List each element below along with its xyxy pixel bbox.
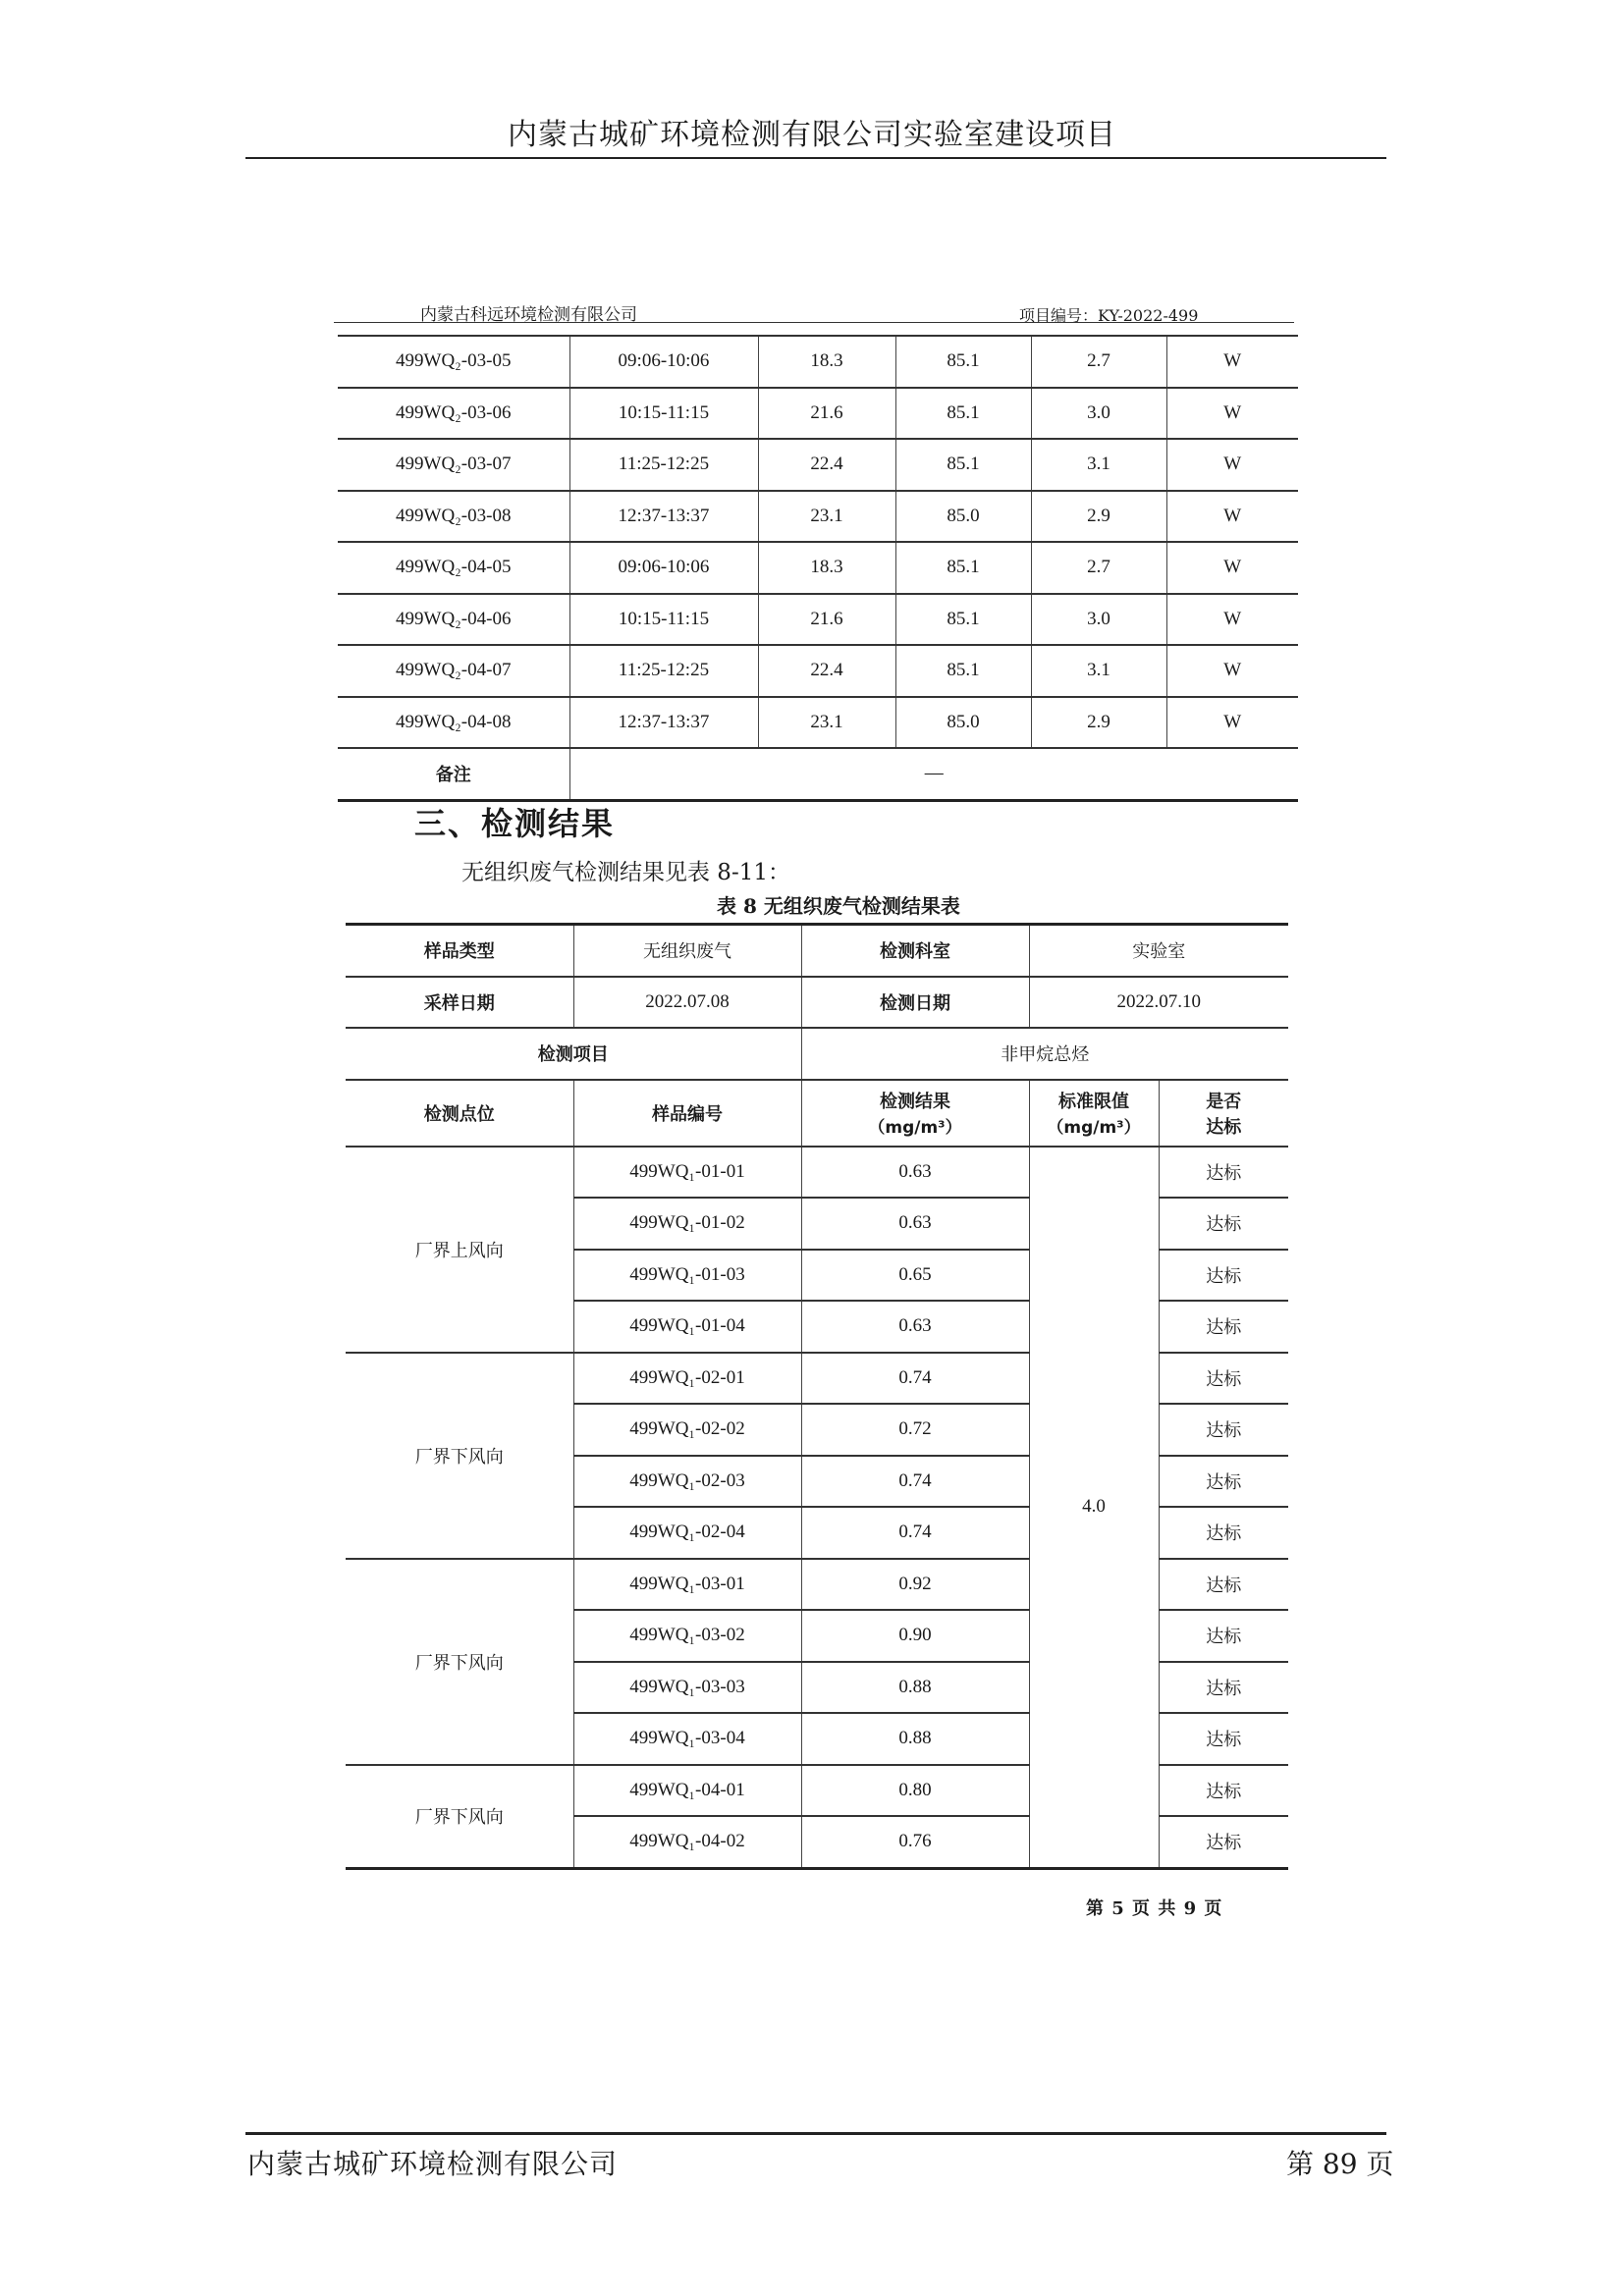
- pass-status-cell: 达标: [1159, 1765, 1288, 1817]
- pass-status-cell: 达标: [1159, 1559, 1288, 1611]
- col-limit-unit: （mg/m³）: [1047, 1118, 1141, 1138]
- temperature-cell: 22.4: [758, 439, 895, 491]
- sample-no-cell: 499WQ₁-03-04: [573, 1713, 801, 1765]
- table-row: [338, 439, 1298, 491]
- footer-page-number: 第 89 页: [1286, 2148, 1394, 2180]
- temperature-cell: 23.1: [758, 697, 895, 749]
- result-value-cell: 0.90: [801, 1610, 1029, 1662]
- wind-direction-cell: W: [1166, 645, 1298, 697]
- time-range-cell: 11:25-12:25: [569, 645, 758, 697]
- wind-speed-cell: 2.7: [1031, 336, 1166, 388]
- sample-no-cell: 499WQ₂-03-05: [338, 336, 569, 388]
- wind-speed-cell: 2.9: [1031, 491, 1166, 543]
- pass-status-cell: 达标: [1159, 1198, 1288, 1250]
- remark-label: 备注: [338, 748, 569, 800]
- result-value-cell: 0.92: [801, 1559, 1029, 1611]
- section-intro: 无组织废气检测结果见表 8-11：: [461, 860, 790, 885]
- table-row: [346, 1147, 1288, 1199]
- sample-no-cell: 499WQ₁-02-03: [573, 1456, 801, 1508]
- col-limit-title: 标准限值: [1058, 1092, 1129, 1112]
- monitoring-point-cell: 厂界下风向: [346, 1353, 573, 1559]
- table-row: [338, 491, 1298, 543]
- pass-status-cell: 达标: [1159, 1404, 1288, 1456]
- wind-direction-cell: W: [1166, 388, 1298, 440]
- lab-value: 实验室: [1029, 925, 1288, 977]
- remark-value: —: [569, 748, 1298, 800]
- time-range-cell: 12:37-13:37: [569, 491, 758, 543]
- item-label: 检测项目: [346, 1028, 801, 1080]
- pass-status-cell: 达标: [1159, 1816, 1288, 1868]
- result-value-cell: 0.88: [801, 1662, 1029, 1714]
- sample-no-cell: 499WQ₁-04-02: [573, 1816, 801, 1868]
- sample-no-cell: 499WQ₂-03-07: [338, 439, 569, 491]
- table-row: [338, 645, 1298, 697]
- wind-direction-cell: W: [1166, 594, 1298, 646]
- time-range-cell: 12:37-13:37: [569, 697, 758, 749]
- monitoring-point-cell: 厂界下风向: [346, 1765, 573, 1869]
- col-pass-line2: 达标: [1206, 1116, 1242, 1138]
- inserted-page-number: 第 5 页 共 9 页: [1086, 1898, 1223, 1919]
- wind-direction-cell: W: [1166, 491, 1298, 543]
- temperature-cell: 18.3: [758, 336, 895, 388]
- wind-speed-cell: 3.1: [1031, 645, 1166, 697]
- humidity-cell: 85.1: [895, 336, 1031, 388]
- temperature-cell: 21.6: [758, 594, 895, 646]
- result-value-cell: 0.76: [801, 1816, 1029, 1868]
- humidity-cell: 85.1: [895, 645, 1031, 697]
- document-header-title: 内蒙古城矿环境检测有限公司实验室建设项目: [508, 118, 1116, 152]
- time-range-cell: 11:25-12:25: [569, 439, 758, 491]
- inserted-project-number: 项目编号：KY-2022-499: [1019, 306, 1199, 325]
- result-value-cell: 0.63: [801, 1147, 1029, 1199]
- limit-value-cell: 4.0: [1029, 1147, 1159, 1869]
- col-point-header: 检测点位: [346, 1080, 573, 1147]
- inserted-company-name: 内蒙古科远环境检测有限公司: [420, 305, 637, 325]
- sample-no-cell: 499WQ₁-03-02: [573, 1610, 801, 1662]
- sample-no-cell: 499WQ₁-01-01: [573, 1147, 801, 1199]
- result-value-cell: 0.74: [801, 1353, 1029, 1405]
- sample-no-cell: 499WQ₂-03-08: [338, 491, 569, 543]
- wind-speed-cell: 2.7: [1031, 542, 1166, 594]
- result-value-cell: 0.65: [801, 1250, 1029, 1302]
- temperature-cell: 23.1: [758, 491, 895, 543]
- result-value-cell: 0.80: [801, 1765, 1029, 1817]
- sample-no-cell: 499WQ₁-01-04: [573, 1301, 801, 1353]
- result-value-cell: 0.72: [801, 1404, 1029, 1456]
- col-pass-header: [1159, 1080, 1288, 1147]
- weather-table: [338, 335, 1298, 802]
- pass-status-cell: 达标: [1159, 1610, 1288, 1662]
- footer-rule: [245, 2132, 1386, 2135]
- sampling-date-value: 2022.07.08: [573, 977, 801, 1029]
- results-table: [346, 923, 1288, 1870]
- pass-status-cell: 达标: [1159, 1507, 1288, 1559]
- test-date-value: 2022.07.10: [1029, 977, 1288, 1029]
- sample-type-label: 样品类型: [346, 925, 573, 977]
- wind-speed-cell: 3.1: [1031, 439, 1166, 491]
- time-range-cell: 10:15-11:15: [569, 388, 758, 440]
- temperature-cell: 18.3: [758, 542, 895, 594]
- col-result-title: 检测结果: [880, 1092, 950, 1112]
- sample-no-cell: 499WQ₁-04-01: [573, 1765, 801, 1817]
- pass-status-cell: 达标: [1159, 1713, 1288, 1765]
- humidity-cell: 85.1: [895, 439, 1031, 491]
- sample-no-cell: 499WQ₁-03-03: [573, 1662, 801, 1714]
- wind-direction-cell: W: [1166, 542, 1298, 594]
- result-value-cell: 0.74: [801, 1456, 1029, 1508]
- table-row: [338, 594, 1298, 646]
- result-value-cell: 0.63: [801, 1198, 1029, 1250]
- col-sample-no-header: 样品编号: [573, 1080, 801, 1147]
- pass-status-cell: 达标: [1159, 1456, 1288, 1508]
- wind-direction-cell: W: [1166, 439, 1298, 491]
- temperature-cell: 22.4: [758, 645, 895, 697]
- table-caption: 表 8 无组织废气检测结果表: [717, 894, 960, 918]
- header-rule: [245, 157, 1386, 159]
- monitoring-point-cell: 厂界下风向: [346, 1559, 573, 1765]
- table-row: [338, 388, 1298, 440]
- result-value-cell: 0.63: [801, 1301, 1029, 1353]
- humidity-cell: 85.0: [895, 697, 1031, 749]
- sample-no-cell: 499WQ₁-01-03: [573, 1250, 801, 1302]
- sample-no-cell: 499WQ₂-04-08: [338, 697, 569, 749]
- remark-row: [338, 748, 1298, 800]
- col-result-header: [801, 1080, 1029, 1147]
- temperature-cell: 21.6: [758, 388, 895, 440]
- result-value-cell: 0.74: [801, 1507, 1029, 1559]
- time-range-cell: 09:06-10:06: [569, 542, 758, 594]
- monitoring-point-cell: 厂界上风向: [346, 1147, 573, 1353]
- table-row: [338, 542, 1298, 594]
- sample-no-cell: 499WQ₂-04-06: [338, 594, 569, 646]
- sample-no-cell: 499WQ₁-02-01: [573, 1353, 801, 1405]
- sample-no-cell: 499WQ₁-02-04: [573, 1507, 801, 1559]
- humidity-cell: 85.1: [895, 594, 1031, 646]
- humidity-cell: 85.0: [895, 491, 1031, 543]
- sample-type-value: 无组织废气: [573, 925, 801, 977]
- item-value: 非甲烷总烃: [801, 1028, 1288, 1080]
- lab-label: 检测科室: [801, 925, 1029, 977]
- wind-speed-cell: 2.9: [1031, 697, 1166, 749]
- humidity-cell: 85.1: [895, 388, 1031, 440]
- pass-status-cell: 达标: [1159, 1301, 1288, 1353]
- table-row: [338, 697, 1298, 749]
- time-range-cell: 10:15-11:15: [569, 594, 758, 646]
- wind-direction-cell: W: [1166, 336, 1298, 388]
- sampling-date-label: 采样日期: [346, 977, 573, 1029]
- sample-no-cell: 499WQ₂-04-05: [338, 542, 569, 594]
- result-value-cell: 0.88: [801, 1713, 1029, 1765]
- wind-direction-cell: W: [1166, 697, 1298, 749]
- pass-status-cell: 达标: [1159, 1147, 1288, 1199]
- wind-speed-cell: 3.0: [1031, 388, 1166, 440]
- sample-no-cell: 499WQ₁-01-02: [573, 1198, 801, 1250]
- table-row: [338, 336, 1298, 388]
- section-title: 三、检测结果: [414, 805, 616, 842]
- sample-no-cell: 499WQ₁-02-02: [573, 1404, 801, 1456]
- sample-no-cell: 499WQ₂-03-06: [338, 388, 569, 440]
- col-pass-line1: 是否: [1206, 1091, 1242, 1112]
- pass-status-cell: 达标: [1159, 1353, 1288, 1405]
- test-date-label: 检测日期: [801, 977, 1029, 1029]
- humidity-cell: 85.1: [895, 542, 1031, 594]
- pass-status-cell: 达标: [1159, 1662, 1288, 1714]
- footer-company: 内蒙古城矿环境检测有限公司: [247, 2148, 619, 2180]
- sample-no-cell: 499WQ₂-04-07: [338, 645, 569, 697]
- col-limit-header: [1029, 1080, 1159, 1147]
- pass-status-cell: 达标: [1159, 1250, 1288, 1302]
- wind-speed-cell: 3.0: [1031, 594, 1166, 646]
- inserted-header-rule: [334, 322, 1294, 323]
- sample-no-cell: 499WQ₁-03-01: [573, 1559, 801, 1611]
- time-range-cell: 09:06-10:06: [569, 336, 758, 388]
- col-result-unit: （mg/m³）: [868, 1118, 962, 1138]
